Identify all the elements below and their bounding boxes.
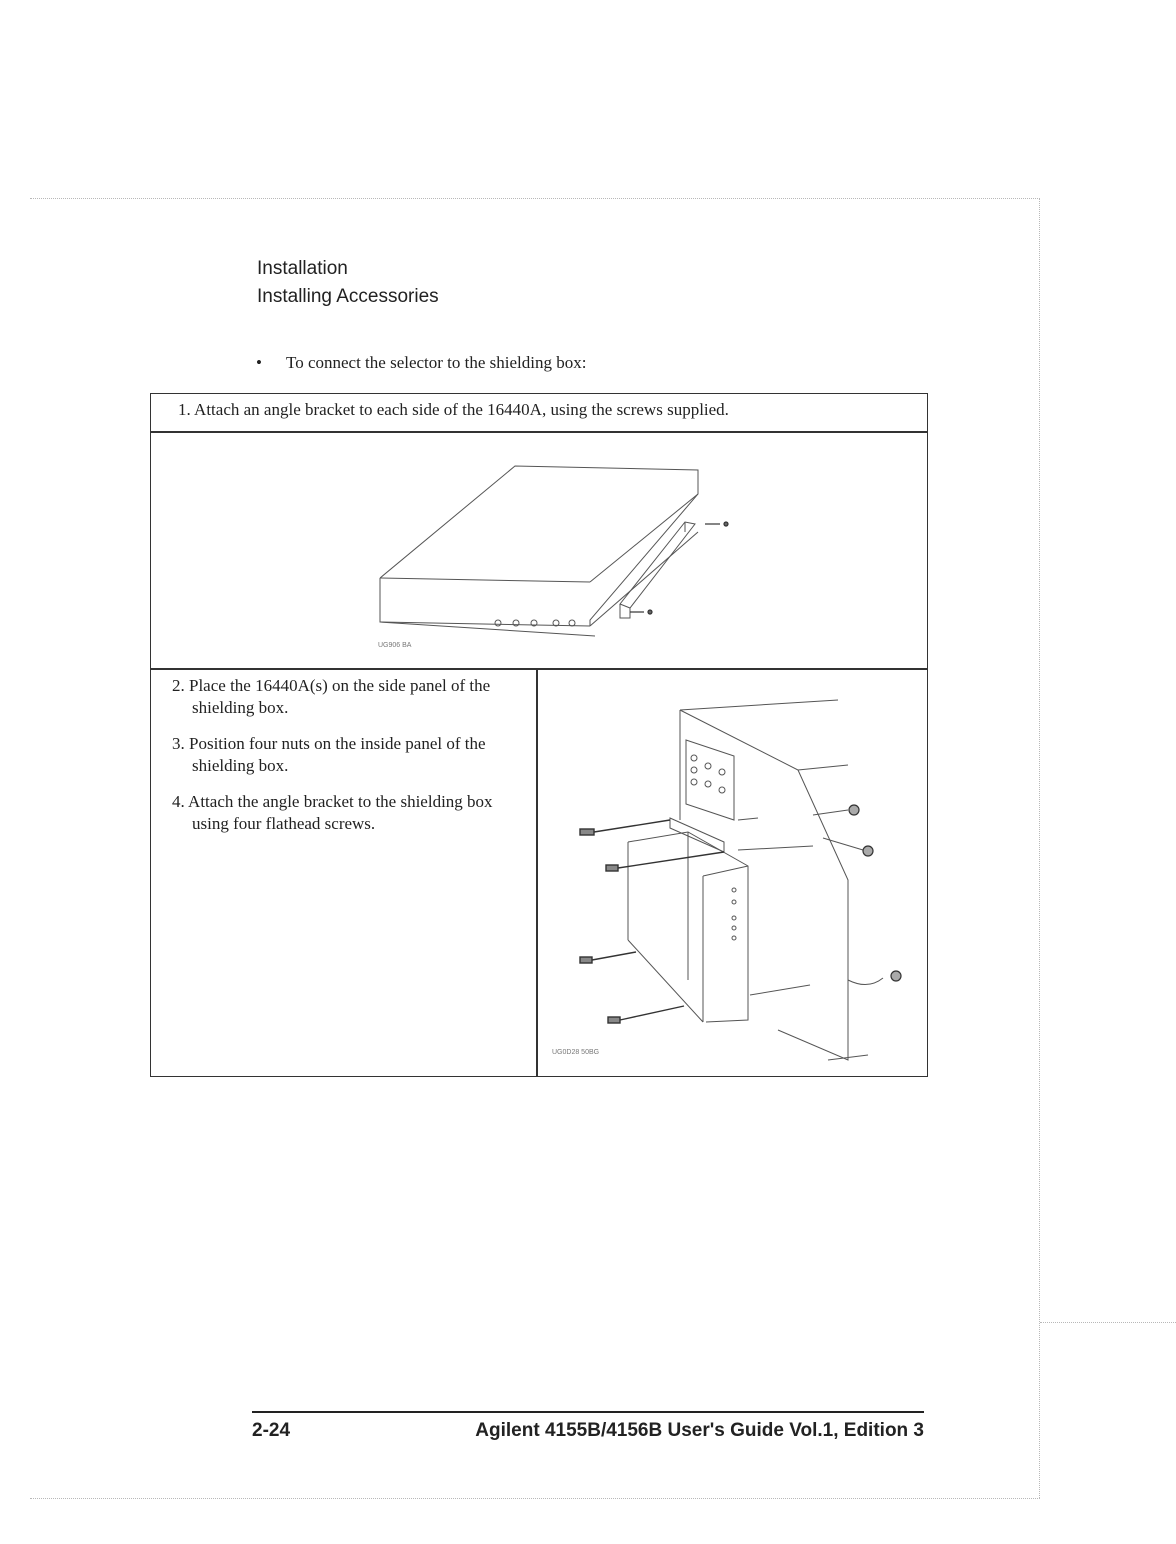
step-2: 2. Place the 16440A(s) on the side panel of the shielding box. [172,676,491,717]
page-number: 2-24 [252,1420,291,1441]
intro-text: To connect the selector to the shielding box: [286,353,587,372]
chapter-heading: Installation [257,258,348,279]
footer-rule [252,1411,924,1413]
step-1: 1. Attach an angle bracket to each side of the 16440A, using the screws supplied. [178,400,729,419]
step-3: 3. Position four nuts on the inside panel of the shielding box. [172,734,486,775]
page-edge-outer [1040,1322,1176,1323]
figure1-code: UG906 BA [378,642,412,649]
page-edge-top [30,198,1038,199]
selector-bracket-illustration [150,432,928,668]
shielding-box-mounting-illustration [538,670,928,1076]
page-edge-right [1039,198,1040,1498]
footer-title: Agilent 4155B/4156B User's Guide Vol.1, Edition 3 [475,1420,924,1441]
section-heading: Installing Accessories [257,286,439,307]
bullet-marker: • [256,353,262,372]
step-list [172,675,527,849]
intro-bullet [256,353,586,373]
step-4: 4. Attach the angle bracket to the shielding box using four flathead screws. [172,792,493,833]
figure2-code: UG0D28 50BG [552,1049,600,1056]
page-edge-bottom [30,1498,1040,1499]
